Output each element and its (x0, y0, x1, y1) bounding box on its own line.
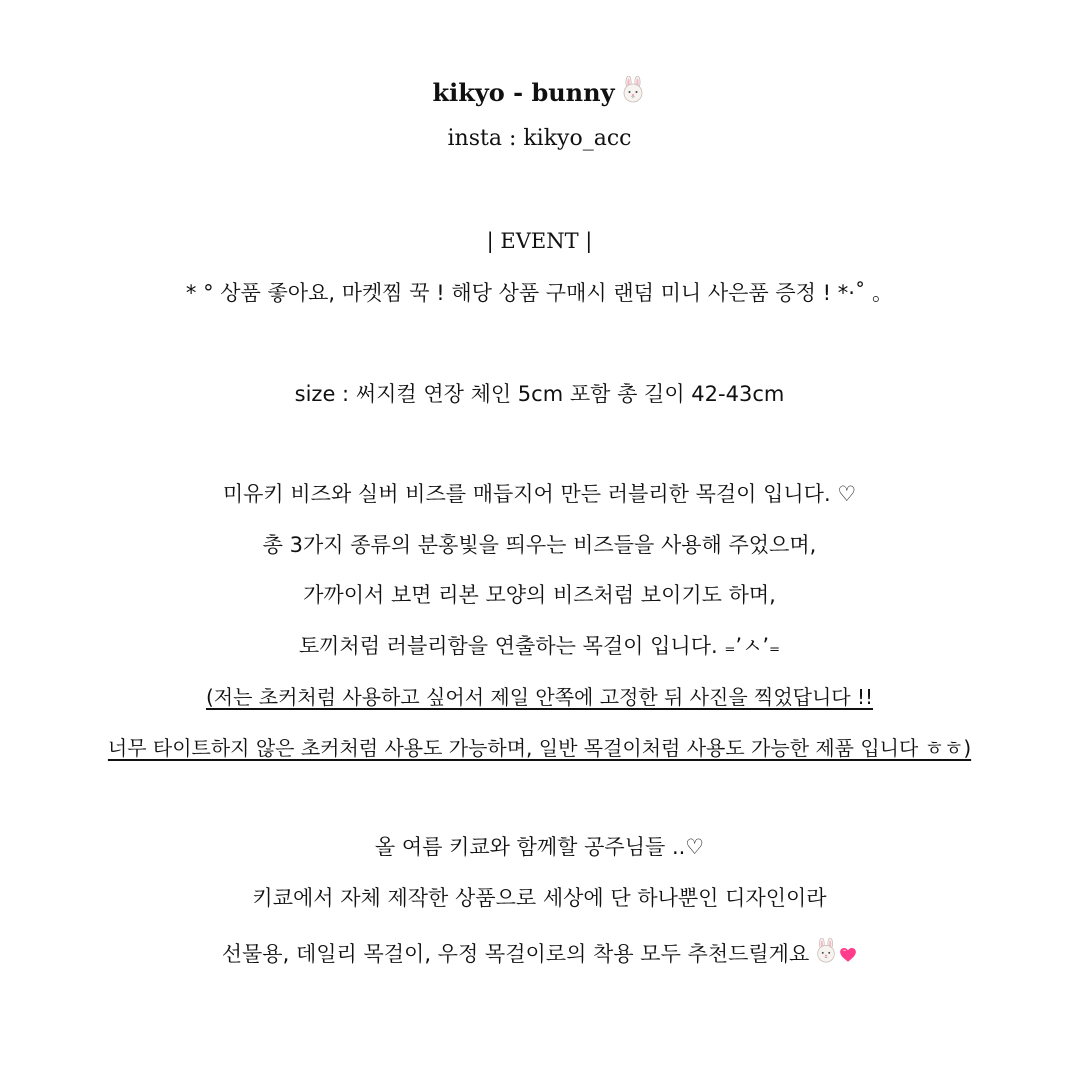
note-line-2-text: 너무 타이트하지 않은 초커처럼 사용도 가능하며, 일반 목걸이처럼 사용도 가능한 제품 입니다 ㅎㅎ) (107, 736, 972, 760)
pink-heart-icon (839, 946, 857, 964)
rabbit-face-icon (813, 938, 839, 968)
note-line-2 (0, 738, 1079, 758)
closing-line-1: 올 여름 키쿄와 함께할 공주님들 ..♡ (374, 835, 705, 859)
closing-line-3-text: 선물용, 데일리 목걸이, 우정 목걸이로의 착용 모두 추천드릴게요 (221, 942, 810, 966)
title-text: kikyo - bunny (432, 78, 615, 107)
size-text: size : 써지컬 연장 체인 5cm 포함 총 길이 42-43cm (294, 382, 785, 406)
description-line-2: 총 3가지 종류의 분홍빛을 띄우는 비즈들을 사용해 주었으며, (262, 533, 817, 557)
closing-line-2: 키쿄에서 자체 제작한 상품으로 세상에 단 하나뿐인 디자인이라 (252, 886, 827, 910)
event-text: * ° 상품 좋아요, 마켓찜 꾹 ! 해당 상품 구매시 랜덤 미니 사은품 증정 ! *·˚ 。 (185, 281, 894, 305)
rabbit-face-icon (619, 76, 647, 108)
description-line-3: 가까이서 보면 리본 모양의 비즈처럼 보이기도 하며, (303, 583, 776, 607)
instagram-handle: insta : kikyo_acc (447, 126, 632, 151)
note-line-1-text: (저는 초커처럼 사용하고 싶어서 제일 안쪽에 고정한 뒤 사진을 찍었답니다 !! (205, 685, 873, 709)
event-heading: | EVENT | (486, 229, 593, 253)
description-line-4: 토끼처럼 러블리함을 연출하는 목걸이 입니다. ₌’ㅅ’₌ (298, 634, 781, 658)
page-title (0, 76, 1079, 108)
note-line-1 (0, 687, 1079, 707)
description-line-1: 미유키 비즈와 실버 비즈를 매듭지어 만든 러블리한 목걸이 입니다. ♡ (222, 482, 857, 506)
closing-line-3 (0, 938, 1079, 968)
